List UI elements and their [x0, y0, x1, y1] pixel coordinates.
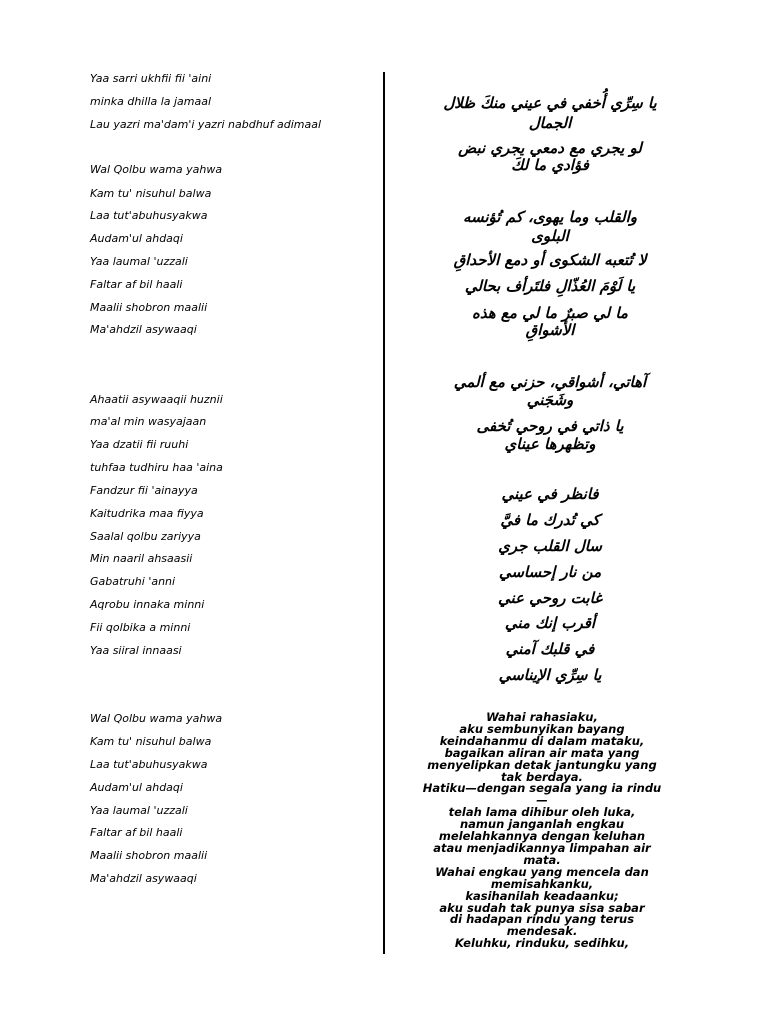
arabic-line: لو يجري مع دمعي يجري نبض	[458, 139, 642, 157]
translation-line: Wahai engkau yang mencela dan	[435, 864, 649, 879]
lyric-line: Laa tut'abuhusyakwa	[90, 209, 208, 222]
lyric-line: Wal Qolbu wama yahwa	[90, 163, 223, 176]
lyric-line: minka dhilla la jamaal	[90, 95, 212, 108]
translation-line: Wahai rahasiaku,	[486, 710, 598, 724]
column-divider	[383, 72, 385, 954]
translation-line: mata.	[523, 852, 561, 867]
lyric-line: Lau yazri ma'dam'i yazri nabdhuf adimaal	[90, 118, 322, 131]
translation-line: aku sembunyikan bayang	[459, 721, 625, 736]
translation-line: namun janganlah engkau	[459, 817, 625, 832]
lyric-line: Fii qolbika a minni	[90, 621, 191, 634]
arabic-line: من نار إحساسي	[498, 563, 602, 581]
translation-line: kasihanilah keadaanku;	[465, 888, 619, 903]
lyric-line: tuhfaa tudhiru haa 'aina	[90, 461, 223, 474]
arabic-line: يا سِرِّي الإيناسي	[498, 666, 602, 684]
translation-line: melelahkannya dengan keluhan	[438, 829, 646, 844]
lyric-line: Kam tu' nisuhul balwa	[90, 187, 212, 200]
arabic-line: في قلبك آمني	[505, 640, 595, 658]
lyric-line: Ma'ahdzil asywaaqi	[90, 872, 197, 885]
arabic-line: كي تُدرك ما فيَّ	[500, 511, 600, 529]
lyric-line: Yaa sarri ukhfii fii 'aini	[90, 72, 212, 85]
translation-line: tak berdaya.	[501, 769, 583, 784]
translation-line: di hadapan rindu yang terus	[449, 912, 635, 927]
lyric-line: Faltar af bil haali	[90, 826, 183, 839]
lyric-line: Kaitudrika maa fiyya	[90, 507, 204, 520]
arabic-line: لا تُتعبه الشكوى أو دمع الأحداقِ	[453, 251, 647, 269]
translation-line: —	[536, 793, 548, 808]
arabic-line: البلوى	[531, 227, 569, 245]
lyric-line: Ahaatii asywaaqii huznii	[90, 393, 223, 406]
arabic-line: فانظر في عيني	[501, 485, 599, 503]
lyric-line: Kam tu' nisuhul balwa	[90, 735, 212, 748]
translation-line: Hatiku—dengan segala yang ia rindu	[422, 781, 662, 796]
lyric-line: Audam'ul ahdaqi	[90, 781, 183, 794]
arabic-line: الأشواقِ	[525, 321, 575, 339]
arabic-line: أقرب إنك مني	[504, 614, 596, 632]
translation-line: menyelipkan detak jantungku yang	[427, 757, 657, 772]
lyric-line: Audam'ul ahdaqi	[90, 232, 183, 245]
lyric-line: Maalii shobron maalii	[90, 301, 208, 314]
lyric-line: Yaa laumal 'uzzali	[90, 804, 188, 817]
lyric-line: Gabatruhi 'anni	[90, 575, 176, 588]
arabic-line: يا لَوْمَ العُذّالِ فلتَرأف بحالي	[464, 277, 636, 295]
arabic-line: الجمال	[528, 114, 572, 132]
translation-line: telah lama dihibur oleh luka,	[448, 805, 636, 820]
arabic-line: يا سِرِّي أُخفي في عيني منكَ ظلال	[443, 94, 657, 112]
lyric-line: Laa tut'abuhusyakwa	[90, 758, 208, 771]
arabic-line: ما لي صبرٌ ما لي مع هذه	[472, 304, 628, 322]
lyric-line: Yaa laumal 'uzzali	[90, 255, 188, 268]
arabic-line: يا ذاتي في روحي تُخفى	[476, 417, 624, 435]
arabic-line: وشَجَني	[526, 391, 574, 409]
arabic-line: سال القلب جري	[498, 537, 602, 555]
arabic-line: فؤادي ما لكَ	[511, 156, 589, 174]
arabic-line: والقلب وما يهوى، كم تُؤنسه	[462, 208, 638, 226]
translation-line: mendesak.	[506, 924, 578, 939]
lyric-line: Saalal qolbu zariyya	[90, 530, 201, 543]
translation-line: atau menjadikannya limpahan air	[433, 840, 651, 855]
arabic-line: وتظهرها عيناي	[504, 435, 596, 453]
lyric-line: Wal Qolbu wama yahwa	[90, 712, 223, 725]
arabic-line: آهاتي، أشواقي، حزني مع ألمي	[453, 373, 647, 391]
lyric-line: Fandzur fii 'ainayya	[90, 484, 198, 497]
translation-line: Keluhku, rinduku, sedihku,	[454, 936, 630, 951]
lyric-line: Yaa siiral innaasi	[90, 644, 182, 657]
lyric-line: ma'al min wasyajaan	[90, 415, 207, 428]
translation-line: memisahkanku,	[490, 876, 594, 891]
lyric-line: Ma'ahdzil asywaaqi	[90, 323, 197, 336]
lyric-line: Faltar af bil haali	[90, 278, 183, 291]
lyric-line: Min naaril ahsaasii	[90, 552, 193, 565]
lyric-line: Aqrobu innaka minni	[90, 598, 205, 611]
translation-line: aku sudah tak punya sisa sabar	[439, 900, 645, 915]
translation-line: keindahanmu di dalam mataku,	[439, 733, 645, 748]
indonesian-translation	[407, 712, 677, 950]
arabic-line: غابت روحي عني	[497, 589, 602, 607]
lyric-line: Yaa dzatii fii ruuhi	[90, 438, 189, 451]
lyric-line: Maalii shobron maalii	[90, 849, 208, 862]
translation-line: bagaikan aliran air mata yang	[444, 745, 640, 760]
